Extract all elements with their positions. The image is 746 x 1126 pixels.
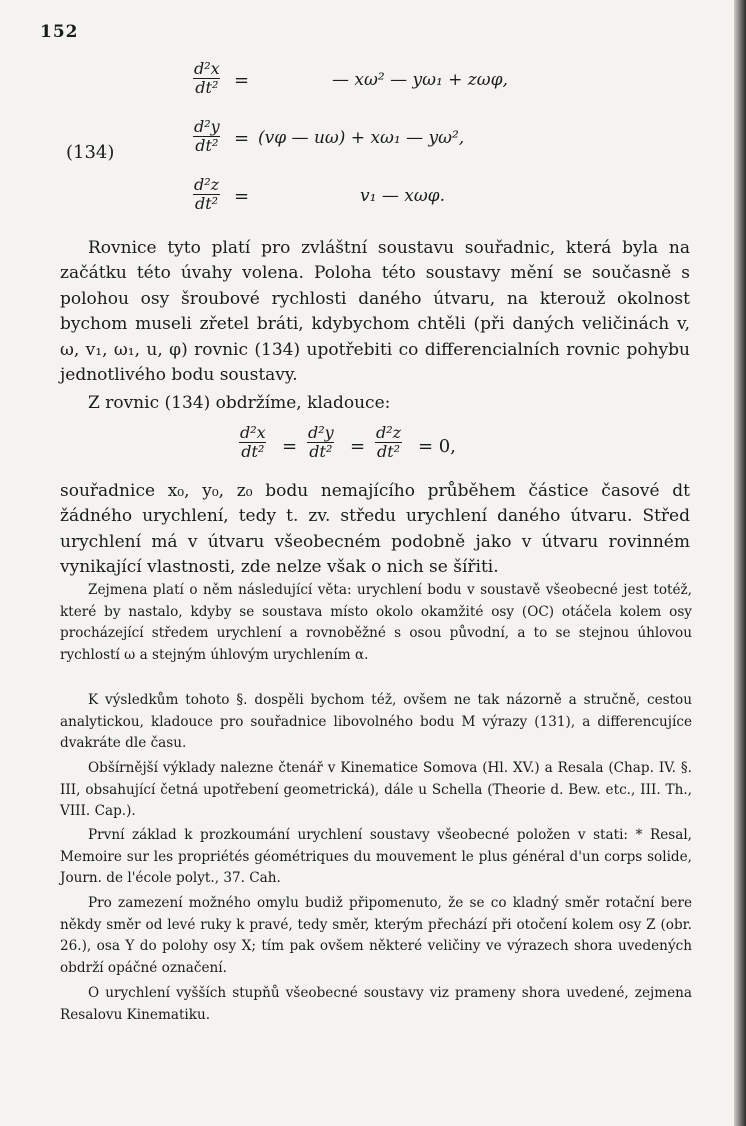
page-edge-shadow [734, 0, 746, 1126]
fraction-denominator: dt² [195, 78, 219, 97]
fraction-denominator: dt² [195, 136, 219, 155]
page-number: 152 [40, 22, 79, 42]
fraction-numerator: d²x [194, 59, 220, 78]
derivative-fraction [374, 424, 403, 461]
fraction-numerator: d²z [194, 175, 220, 194]
derivative-fraction [192, 118, 222, 155]
note-paragraph-3: Obšírnější výklady nalezne čtenář v Kinematice Somova (Hl. XV.) a Resala (Chap. IV. §. III, obsahující četná upotřebení geometrická), dále u Schella (Theorie d. Bew. etc., III. Th., VIII. Cap.). [60, 760, 692, 820]
derivative-fraction [192, 60, 222, 97]
note-paragraph-2: K výsledkům tohoto §. dospěli bychom též, ovšem ne tak názorně a stručně, cestou analytickou, kladouce pro souřadnice libovolného bodu M výrazy (131), a differencujíce dvakráte dle času. [60, 692, 692, 752]
fraction-denominator: dt² [195, 194, 219, 213]
derivative-fraction [192, 176, 221, 213]
fraction-numerator: d²x [240, 423, 266, 442]
fraction-denominator: dt² [377, 442, 401, 461]
note-paragraph-1: Zejmena platí o něm následující věta: urychlení bodu v soustavě všeobecné jest totéž, které by nastalo, kdyby se soustava místo okolo okamžité osy (OC) otáčela kolem osy procházející středem urychlení a rovnoběžné s osou původní, a to se stejnou úhlovou rychlostí ω a stejným úhlovým urychlením α. [60, 582, 692, 663]
equals-sign: = [234, 128, 250, 149]
equation-rhs: = 0, [418, 436, 456, 457]
equation-rhs: (vφ — uω) + xω₁ — yω², [258, 128, 465, 148]
equals-sign: = [234, 70, 250, 91]
derivative-fraction [238, 424, 268, 461]
equation-row-z [192, 176, 672, 220]
note-paragraph-4: První základ k prozkoumání urychlení soustavy všeobecné položen v stati: * Resal, Memoire sur les propriétés géométriques du mouvement le plus général d'un corps solide, Journ. de l'école polyt., 37. Cah. [60, 827, 692, 887]
fraction-denominator: dt² [309, 442, 333, 461]
equation-acceleration-zero [238, 424, 538, 470]
equals-sign: = [282, 436, 298, 457]
fraction-denominator: dt² [241, 442, 265, 461]
body-paragraph-1: Rovnice tyto platí pro zvláštní soustavu souřadnic, která byla na začátku této úvahy volena. Poloha této soustavy mění se současně s polohou osy šroubové rychlosti daného útvaru, na kterouž okolnost bychom museli zřetel bráti, kdybychom chtěli (při daných veličinách v, ω, v₁, ω₁, u, φ) rovnic (134) upotřebiti co differencialních rovnic pohybu jednotlivého bodu soustavy. [60, 238, 690, 386]
fraction-numerator: d²z [376, 423, 402, 442]
equals-sign: = [234, 186, 250, 207]
body-paragraph-2: Z rovnic (134) obdržíme, kladouce: [88, 393, 391, 413]
fraction-numerator: d²y [308, 423, 334, 442]
equation-label: (134) [66, 142, 115, 163]
derivative-fraction [306, 424, 336, 461]
equation-rhs: — xω² — yω₁ + zωφ, [332, 70, 508, 90]
equation-row-x [192, 60, 672, 104]
note-paragraph-5: Pro zamezení možného omylu budiž připomenuto, že se co kladný směr rotační bere někdy směr od levé ruky k pravé, tedy směr, kterým přechází při otočení kolem osy Z (obr. 26.), osa Y do polohy osy X; tím pak ovšem některé veličiny ve výrazech shora uvedených obdrží opáčné označení. [60, 895, 692, 976]
note-paragraph-6: O urychlení vyšších stupňů všeobecné soustavy viz prameny shora uvedené, zejmena Resalovu Kinematiku. [60, 985, 692, 1023]
fraction-numerator: d²y [194, 117, 220, 136]
equation-rhs: v₁ — xωφ. [360, 186, 445, 206]
body-paragraph-3: souřadnice x₀, y₀, z₀ bodu nemajícího průběhem částice časové dt žádného urychlení, tedy t. zv. středu urychlení daného útvaru. Střed urychlení má v útvaru všeobecném podobně jako v útvaru rovinném vynikající vlastnosti, zde nelze však o nich se šířiti. [60, 481, 690, 578]
equation-row-y [192, 118, 672, 162]
equation-system-134 [60, 60, 680, 220]
equals-sign: = [350, 436, 366, 457]
